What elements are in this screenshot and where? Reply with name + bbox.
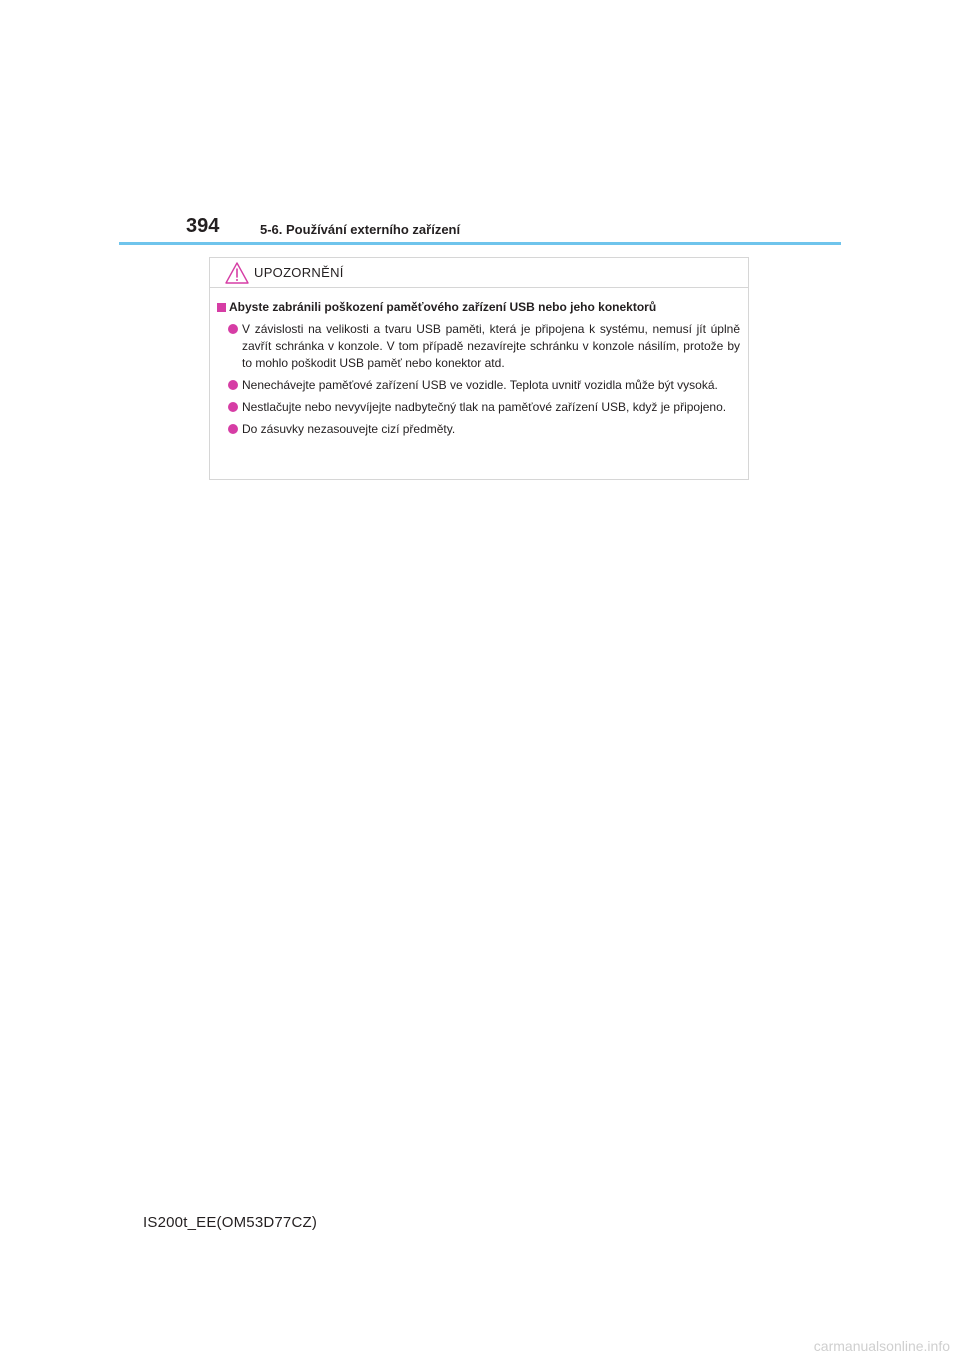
list-item (228, 399, 740, 416)
warning-subheading-text: Abyste zabránili poškození paměťového zařízení USB nebo jeho konektorů (229, 300, 657, 314)
list-item-text: Nestlačujte nebo nevyvíjejte nadbytečný tlak na paměťové zařízení USB, když je připojeno. (242, 400, 727, 414)
page-number: 394 (186, 215, 220, 237)
circle-bullet-icon (228, 324, 238, 334)
square-bullet-icon (217, 303, 226, 312)
warning-body (210, 299, 748, 438)
list-item-text: Do zásuvky nezasouvejte cizí předměty. (242, 422, 456, 436)
circle-bullet-icon (228, 402, 238, 412)
circle-bullet-icon (228, 380, 238, 390)
warning-header (210, 258, 748, 288)
list-item (228, 321, 740, 372)
list-item (228, 421, 740, 438)
header-rule (119, 242, 841, 245)
watermark-text: carmanualsonline.info (813, 1338, 950, 1354)
warning-subheading (217, 299, 748, 316)
warning-triangle-icon (224, 261, 250, 285)
circle-bullet-icon (228, 424, 238, 434)
warning-box (209, 257, 749, 480)
section-title: 5-6. Používání externího zařízení (260, 222, 461, 237)
list-item-text: V závislosti na velikosti a tvaru USB paměti, která je připojena k systému, nemusí jít úplně zavřít schránka v konzole. V tom případě nezavírejte schránku v konzole násilím, protože by to mohlo poškodit USB paměť nebo konektor atd. (242, 322, 740, 370)
document-id: IS200t_EE(OM53D77CZ) (143, 1214, 318, 1231)
list-item (228, 377, 740, 394)
list-item-text: Nenechávejte paměťové zařízení USB ve vozidle. Teplota uvnitř vozidla může být vysoká. (242, 378, 718, 392)
warning-label: UPOZORNĚNÍ (254, 265, 344, 280)
